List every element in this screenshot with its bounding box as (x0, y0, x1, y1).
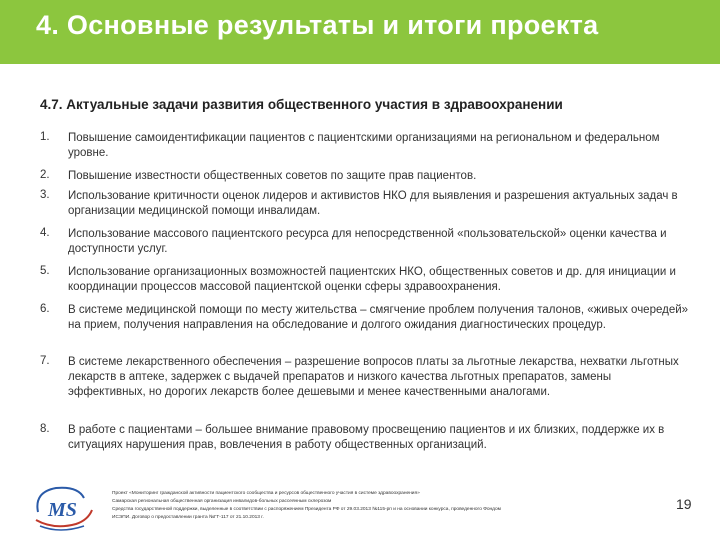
item-number: 8. (40, 423, 50, 435)
item-number: 3. (40, 189, 50, 201)
item-number: 6. (40, 303, 50, 315)
item-text: Повышение известности общественных советов по защите прав пациентов. (68, 170, 477, 182)
organization-logo (30, 482, 98, 534)
footer-line: Средства государственной поддержки, выделенные в соответствии с распоряжением Президента РФ от 29.03.2013 №115-рп и на основании конкурса, проведенного Фондом (112, 507, 501, 512)
footer-line: Проект «Мониторинг гражданской активности пациентского сообщества и ресурсов общественного участия в системе здравоохранения» (112, 491, 420, 496)
page-number: 19 (676, 496, 692, 512)
item-text: Повышение самоидентификации пациентов с пациентскими организациями на региональном и федеральном уровне. (68, 132, 660, 159)
footer-line: Самарская региональная общественная организация инвалидов-больных рассеянным склерозом (112, 499, 332, 504)
item-text: Использование критичности оценок лидеров и активистов НКО для выявления и разрешения актуальных задач в организации медицинской помощи инвалидам. (68, 190, 678, 217)
item-number: 1. (40, 131, 50, 143)
section-subtitle: 4.7. Актуальные задачи развития общественного участия в здравоохранении (40, 97, 563, 112)
item-text: В системе медицинской помощи по месту жительства – смягчение проблем получения талонов, «живых очередей» на прием, получения направления на обследование и долгого ожидания диагностических процедур. (68, 304, 689, 331)
title-bar (0, 0, 720, 64)
item-number: 5. (40, 265, 50, 277)
item-number: 7. (40, 355, 50, 367)
item-text: Использование массового пациентского ресурса для непосредственной «пользовательской» оценки качества и доступности услуг. (68, 228, 667, 255)
svg-text:MS: MS (48, 499, 77, 521)
slide-title: 4. Основные результаты и итоги проекта (36, 10, 599, 40)
footer-credits (112, 490, 632, 522)
item-text: Использование организационных возможностей пациентских НКО, общественных советов и др. для инициации и координации процессов массовой пациентской оценки сферы здравоохранения. (68, 266, 676, 293)
item-text: В работе с пациентами – большее внимание правовому просвещению пациентов и их близких, поддержке их в ситуациях нарушения прав, вовлечения в работу общественных организаций. (68, 424, 665, 451)
item-number: 4. (40, 227, 50, 239)
item-number: 2. (40, 169, 50, 181)
footer-line: ИСЭПИ. Договор о предоставлении гранта №ГГ-117 от 21.10.2013 г. (112, 515, 264, 520)
item-text: В системе лекарственного обеспечения – разрешение вопросов платы за льготные лекарства, нехватки льготных лекарств в аптеке, задержек с выдачей препаратов и низкого качества льготных препаратов, замены эффективных, но дорогих лекарств более дешевыми и менее качественными аналогами. (68, 356, 679, 398)
